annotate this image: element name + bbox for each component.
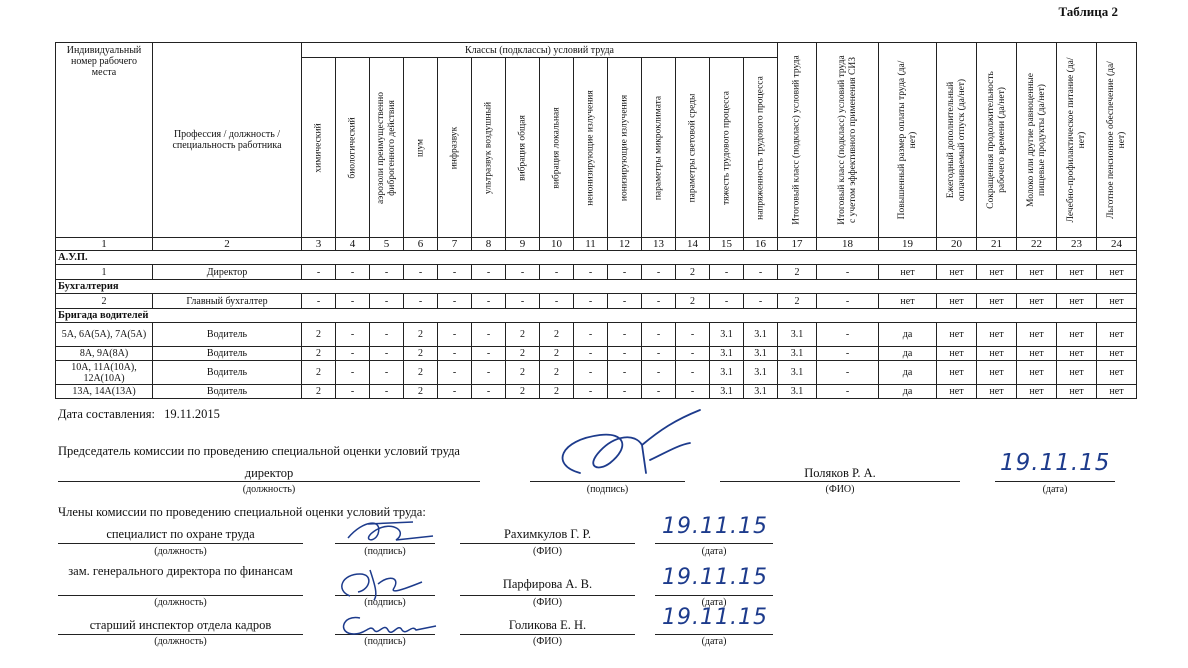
member-3-position: старший инспектор отдела кадров (89, 618, 272, 632)
table-cell: - (506, 294, 540, 309)
workplace-number: 10А, 11А(10А), 12А(10А) (56, 361, 153, 385)
column-number: 23 (1057, 238, 1097, 251)
table-cell: 3.1 (778, 323, 817, 347)
header-profession: Профессия / должность / специальность работника (153, 43, 302, 238)
table-cell: - (676, 385, 710, 399)
table-row (56, 347, 1137, 361)
member-3-name: Голикова Е. Н. (508, 618, 587, 632)
workplace-number: 5А, 6А(5А), 7А(5А) (56, 323, 153, 347)
table-cell: нет (1097, 347, 1137, 361)
header-factor-12: ионизирующие излучения (608, 58, 642, 238)
header-factor-14: параметры световой среды (676, 58, 710, 238)
table-cell: нет (937, 323, 977, 347)
table-cell: - (540, 294, 574, 309)
workplace-number: 2 (56, 294, 153, 309)
table-cell: 2 (540, 385, 574, 399)
table-cell: 3.1 (778, 347, 817, 361)
table-cell: - (817, 265, 879, 280)
column-number: 1 (56, 238, 153, 251)
column-number: 17 (778, 238, 817, 251)
table-cell: - (642, 385, 676, 399)
table-cell: - (438, 361, 472, 385)
table-cell: - (336, 361, 370, 385)
table-cell: нет (1057, 361, 1097, 385)
table-cell: - (608, 294, 642, 309)
compilation-date-value: 19.11.2015 (164, 407, 220, 421)
table-cell: нет (977, 385, 1017, 399)
column-number: 10 (540, 238, 574, 251)
members-heading: Члены комиссии по проведению специальной оценки условий труда: (58, 505, 426, 519)
header-factor-15: тяжесть трудового процесса (710, 58, 744, 238)
table-cell: - (574, 361, 608, 385)
table-cell: - (472, 385, 506, 399)
table-cell: - (642, 323, 676, 347)
table-cell: 3.1 (710, 323, 744, 347)
table-cell: нет (977, 361, 1017, 385)
workplace-number: 1 (56, 265, 153, 280)
table-cell: 3.1 (744, 347, 778, 361)
table-cell: - (642, 294, 676, 309)
table-cell: - (608, 361, 642, 385)
table-cell: - (370, 323, 404, 347)
column-number: 15 (710, 238, 744, 251)
table-cell: - (404, 265, 438, 280)
table-cell: - (608, 347, 642, 361)
table-cell: 3.1 (744, 323, 778, 347)
table-cell: нет (1097, 294, 1137, 309)
table-cell: нет (977, 323, 1017, 347)
column-number: 24 (1097, 238, 1137, 251)
table-cell: - (574, 265, 608, 280)
table-cell: - (574, 294, 608, 309)
table-cell: - (506, 265, 540, 280)
header-factor-9: вибрация общая (506, 58, 540, 238)
profession: Директор (153, 265, 302, 280)
column-number: 18 (817, 238, 879, 251)
table-cell: нет (1017, 385, 1057, 399)
header-factor-6: шум (404, 58, 438, 238)
header-factor-16: напряженность трудового процесса (744, 58, 778, 238)
table-cell: - (404, 294, 438, 309)
table-cell: 3.1 (710, 385, 744, 399)
profession: Водитель (153, 385, 302, 399)
table-cell: 2 (302, 347, 336, 361)
table-cell: - (370, 385, 404, 399)
table-cell: - (817, 385, 879, 399)
table-cell: нет (1017, 347, 1057, 361)
table-cell: - (438, 385, 472, 399)
header-factor-10: вибрация локальная (540, 58, 574, 238)
chairman-heading: Председатель комиссии по проведению специальной оценки условий труда (58, 444, 460, 458)
chairman-signature (540, 405, 710, 485)
column-number: 12 (608, 238, 642, 251)
header-final-class-siz: Итоговый класс (подкласс) условий труда с учетом эффективного применения СИЗ (817, 43, 879, 238)
header-factor-11: неионизирующие излучения (574, 58, 608, 238)
workplace-number: 13А, 14А(13А) (56, 385, 153, 399)
table-cell: нет (937, 385, 977, 399)
column-number: 11 (574, 238, 608, 251)
table-row (56, 294, 1137, 309)
table-cell: нет (1017, 361, 1057, 385)
table-cell: - (642, 265, 676, 280)
table-cell: - (336, 265, 370, 280)
table-cell: 2 (540, 323, 574, 347)
member-2-caption-signature: (подпись) (364, 597, 406, 608)
column-number: 6 (404, 238, 438, 251)
table-cell: - (676, 323, 710, 347)
table-cell: - (336, 294, 370, 309)
table-cell: нет (879, 265, 937, 280)
table-cell: 2 (506, 385, 540, 399)
workplace-number: 8А, 9А(8А) (56, 347, 153, 361)
header-milk: Молоко или другие равноценные пищевые продукты (да/нет) (1017, 43, 1057, 238)
member-2-name-line (460, 595, 635, 596)
column-number: 2 (153, 238, 302, 251)
member-2-position: зам. генерального директора по финансам (68, 564, 293, 578)
member-1-position: специалист по охране труда (106, 527, 255, 541)
member-2-signature (330, 560, 430, 604)
member-2-caption-date: (дата) (701, 597, 727, 608)
member-3-caption-signature: (подпись) (364, 636, 406, 647)
caption-signature: (подпись) (586, 484, 629, 495)
section-row (56, 251, 1137, 265)
header-therapeutic-food: Лечебно-профилактическое питание (да/нет) (1057, 43, 1097, 238)
member-2-caption-position: (должность) (154, 597, 207, 608)
table-cell: 2 (302, 361, 336, 385)
column-number: 20 (937, 238, 977, 251)
table-cell: да (879, 347, 937, 361)
member-2-position-line (58, 595, 303, 596)
member-1-caption-fio: (ФИО) (532, 546, 562, 557)
table-cell: - (336, 347, 370, 361)
table-cell: - (336, 323, 370, 347)
table-cell: - (472, 323, 506, 347)
member-1-caption-signature: (подпись) (364, 546, 406, 557)
caption-fio: (ФИО) (825, 484, 855, 495)
chairman-date-line (995, 481, 1115, 482)
column-number: 19 (879, 238, 937, 251)
table-cell: 2 (404, 385, 438, 399)
table-cell: - (574, 385, 608, 399)
table-cell: да (879, 323, 937, 347)
table-cell: - (608, 265, 642, 280)
table-cell: 2 (506, 347, 540, 361)
table-cell: - (642, 347, 676, 361)
header-extra-vacation: Ежегодный дополнительный оплачиваемый отпуск (да/нет) (937, 43, 977, 238)
table-cell: нет (1057, 347, 1097, 361)
table-cell: - (744, 294, 778, 309)
table-cell: 3.1 (710, 347, 744, 361)
header-increased-pay: Повышенный размер оплаты труда (да/нет) (879, 43, 937, 238)
table-cell: да (879, 385, 937, 399)
table-row (56, 361, 1137, 385)
compilation-date-label: Дата составления: (58, 407, 155, 421)
table-cell: - (676, 347, 710, 361)
table-cell: нет (1097, 323, 1137, 347)
column-number: 14 (676, 238, 710, 251)
table-cell: - (642, 361, 676, 385)
member-1-position-line (58, 543, 303, 544)
table-cell: нет (1057, 385, 1097, 399)
table-cell: - (817, 347, 879, 361)
table-cell: - (540, 265, 574, 280)
header-factor-7: инфразвук (438, 58, 472, 238)
profession: Главный бухгалтер (153, 294, 302, 309)
member-1-date-line (655, 543, 773, 544)
table-cell: - (370, 265, 404, 280)
table-cell: нет (977, 294, 1017, 309)
table-cell: нет (1017, 323, 1057, 347)
table-cell: нет (977, 347, 1017, 361)
table-cell: нет (1097, 361, 1137, 385)
table-cell: - (438, 294, 472, 309)
table-cell: - (710, 294, 744, 309)
member-3-position-line (58, 634, 303, 635)
column-number: 7 (438, 238, 472, 251)
table-cell: - (608, 385, 642, 399)
table-cell: 2 (302, 385, 336, 399)
column-number: 16 (744, 238, 778, 251)
member-3-date: 19.11.15 (662, 605, 768, 630)
table-row (56, 265, 1137, 280)
column-number: 8 (472, 238, 506, 251)
table-cell: - (472, 347, 506, 361)
table-cell: нет (879, 294, 937, 309)
table-cell: - (370, 347, 404, 361)
table-cell: 2 (778, 294, 817, 309)
member-1-caption-date: (дата) (701, 546, 727, 557)
table-cell: - (438, 323, 472, 347)
table-cell: - (370, 361, 404, 385)
table-cell: 2 (404, 361, 438, 385)
table-cell: 3.1 (778, 361, 817, 385)
table-cell: нет (937, 265, 977, 280)
table-cell: - (472, 294, 506, 309)
member-2-date: 19.11.15 (662, 565, 768, 590)
table-cell: 2 (404, 347, 438, 361)
column-number: 9 (506, 238, 540, 251)
table-cell: - (710, 265, 744, 280)
header-factor-4: биологический (336, 58, 370, 238)
table-cell: - (472, 265, 506, 280)
table-cell: - (817, 294, 879, 309)
section-name: А.У.П. (56, 251, 1137, 265)
table-cell: - (608, 323, 642, 347)
caption-position: (должность) (242, 484, 296, 495)
member-3-caption-position: (должность) (154, 636, 207, 647)
header-factor-3: химический (302, 58, 336, 238)
column-number: 13 (642, 238, 676, 251)
member-1-signature (338, 510, 438, 550)
chairman-position-line (58, 481, 480, 482)
table-cell: - (438, 265, 472, 280)
column-number: 21 (977, 238, 1017, 251)
table-cell: - (336, 385, 370, 399)
member-2-name: Парфирова А. В. (502, 577, 593, 591)
column-number: 3 (302, 238, 336, 251)
profession: Водитель (153, 323, 302, 347)
table-cell: - (744, 265, 778, 280)
table-cell: 3.1 (710, 361, 744, 385)
table-cell: 2 (506, 323, 540, 347)
table-cell: нет (1057, 265, 1097, 280)
compilation-date (58, 407, 220, 422)
table-number-title: Таблица 2 (1058, 4, 1118, 19)
table-cell: 2 (540, 361, 574, 385)
member-1-date: 19.11.15 (662, 514, 768, 539)
caption-date: (дата) (1042, 484, 1068, 495)
column-number: 22 (1017, 238, 1057, 251)
member-1-name-line (460, 543, 635, 544)
header-pension: Льготное пенсионное обеспечение (да/нет) (1097, 43, 1137, 238)
table-cell: - (302, 265, 336, 280)
header-classes-group: Классы (подклассы) условий труда (302, 43, 778, 58)
table-cell: нет (937, 347, 977, 361)
table-cell: - (302, 294, 336, 309)
table-cell: - (676, 361, 710, 385)
table-cell: да (879, 361, 937, 385)
column-number: 5 (370, 238, 404, 251)
table-cell: 2 (676, 265, 710, 280)
member-3-caption-date: (дата) (701, 636, 727, 647)
table-cell: нет (1017, 294, 1057, 309)
table-cell: - (472, 361, 506, 385)
table-cell: нет (1017, 265, 1057, 280)
section-name: Бухгалтерия (56, 280, 1137, 294)
table-cell: 2 (302, 323, 336, 347)
table-cell: - (574, 323, 608, 347)
table-cell: 3.1 (778, 385, 817, 399)
table-cell: 2 (506, 361, 540, 385)
table-cell: - (817, 323, 879, 347)
table-cell: 3.1 (744, 361, 778, 385)
table-cell: 2 (404, 323, 438, 347)
member-2-caption-fio: (ФИО) (532, 597, 562, 608)
table-cell: 2 (778, 265, 817, 280)
table-row (56, 385, 1137, 399)
member-1-name: Рахимкулов Г. Р. (503, 527, 592, 541)
table-cell: - (370, 294, 404, 309)
chairman-date: 19.11.15 (1000, 450, 1111, 476)
profession: Водитель (153, 347, 302, 361)
working-conditions-table (55, 42, 1137, 399)
header-reduced-hours: Сокращенная продолжительность рабочего времени (да/нет) (977, 43, 1017, 238)
section-row (56, 309, 1137, 323)
chairman-name: Поляков Р. А. (804, 466, 876, 480)
table-cell: нет (1097, 265, 1137, 280)
header-factor-13: параметры микроклимата (642, 58, 676, 238)
member-3-signature (332, 604, 442, 644)
table-cell: 2 (540, 347, 574, 361)
section-name: Бригада водителей (56, 309, 1137, 323)
table-cell: 2 (676, 294, 710, 309)
member-3-name-line (460, 634, 635, 635)
member-1-caption-position: (должность) (154, 546, 207, 557)
header-factor-5: аэрозоли преимущественно фиброгенного действия (370, 58, 404, 238)
table-cell: нет (1057, 294, 1097, 309)
profession: Водитель (153, 361, 302, 385)
table-cell: нет (977, 265, 1017, 280)
member-2-date-line (655, 595, 773, 596)
table-cell: - (438, 347, 472, 361)
header-workplace-number: Индивидуальный номер рабочего места (56, 43, 153, 238)
table-row (56, 323, 1137, 347)
table-cell: - (817, 361, 879, 385)
header-factor-8: ультразвук воздушный (472, 58, 506, 238)
chairman-position: директор (244, 466, 294, 480)
header-final-class: Итоговый класс (подкласс) условий труда (778, 43, 817, 238)
chairman-name-line (720, 481, 960, 482)
member-3-date-line (655, 634, 773, 635)
table-cell: нет (1057, 323, 1097, 347)
table-cell: нет (1097, 385, 1137, 399)
column-number: 4 (336, 238, 370, 251)
table-cell: - (574, 347, 608, 361)
member-3-caption-fio: (ФИО) (532, 636, 562, 647)
section-row (56, 280, 1137, 294)
table-cell: нет (937, 361, 977, 385)
table-cell: нет (937, 294, 977, 309)
table-cell: 3.1 (744, 385, 778, 399)
